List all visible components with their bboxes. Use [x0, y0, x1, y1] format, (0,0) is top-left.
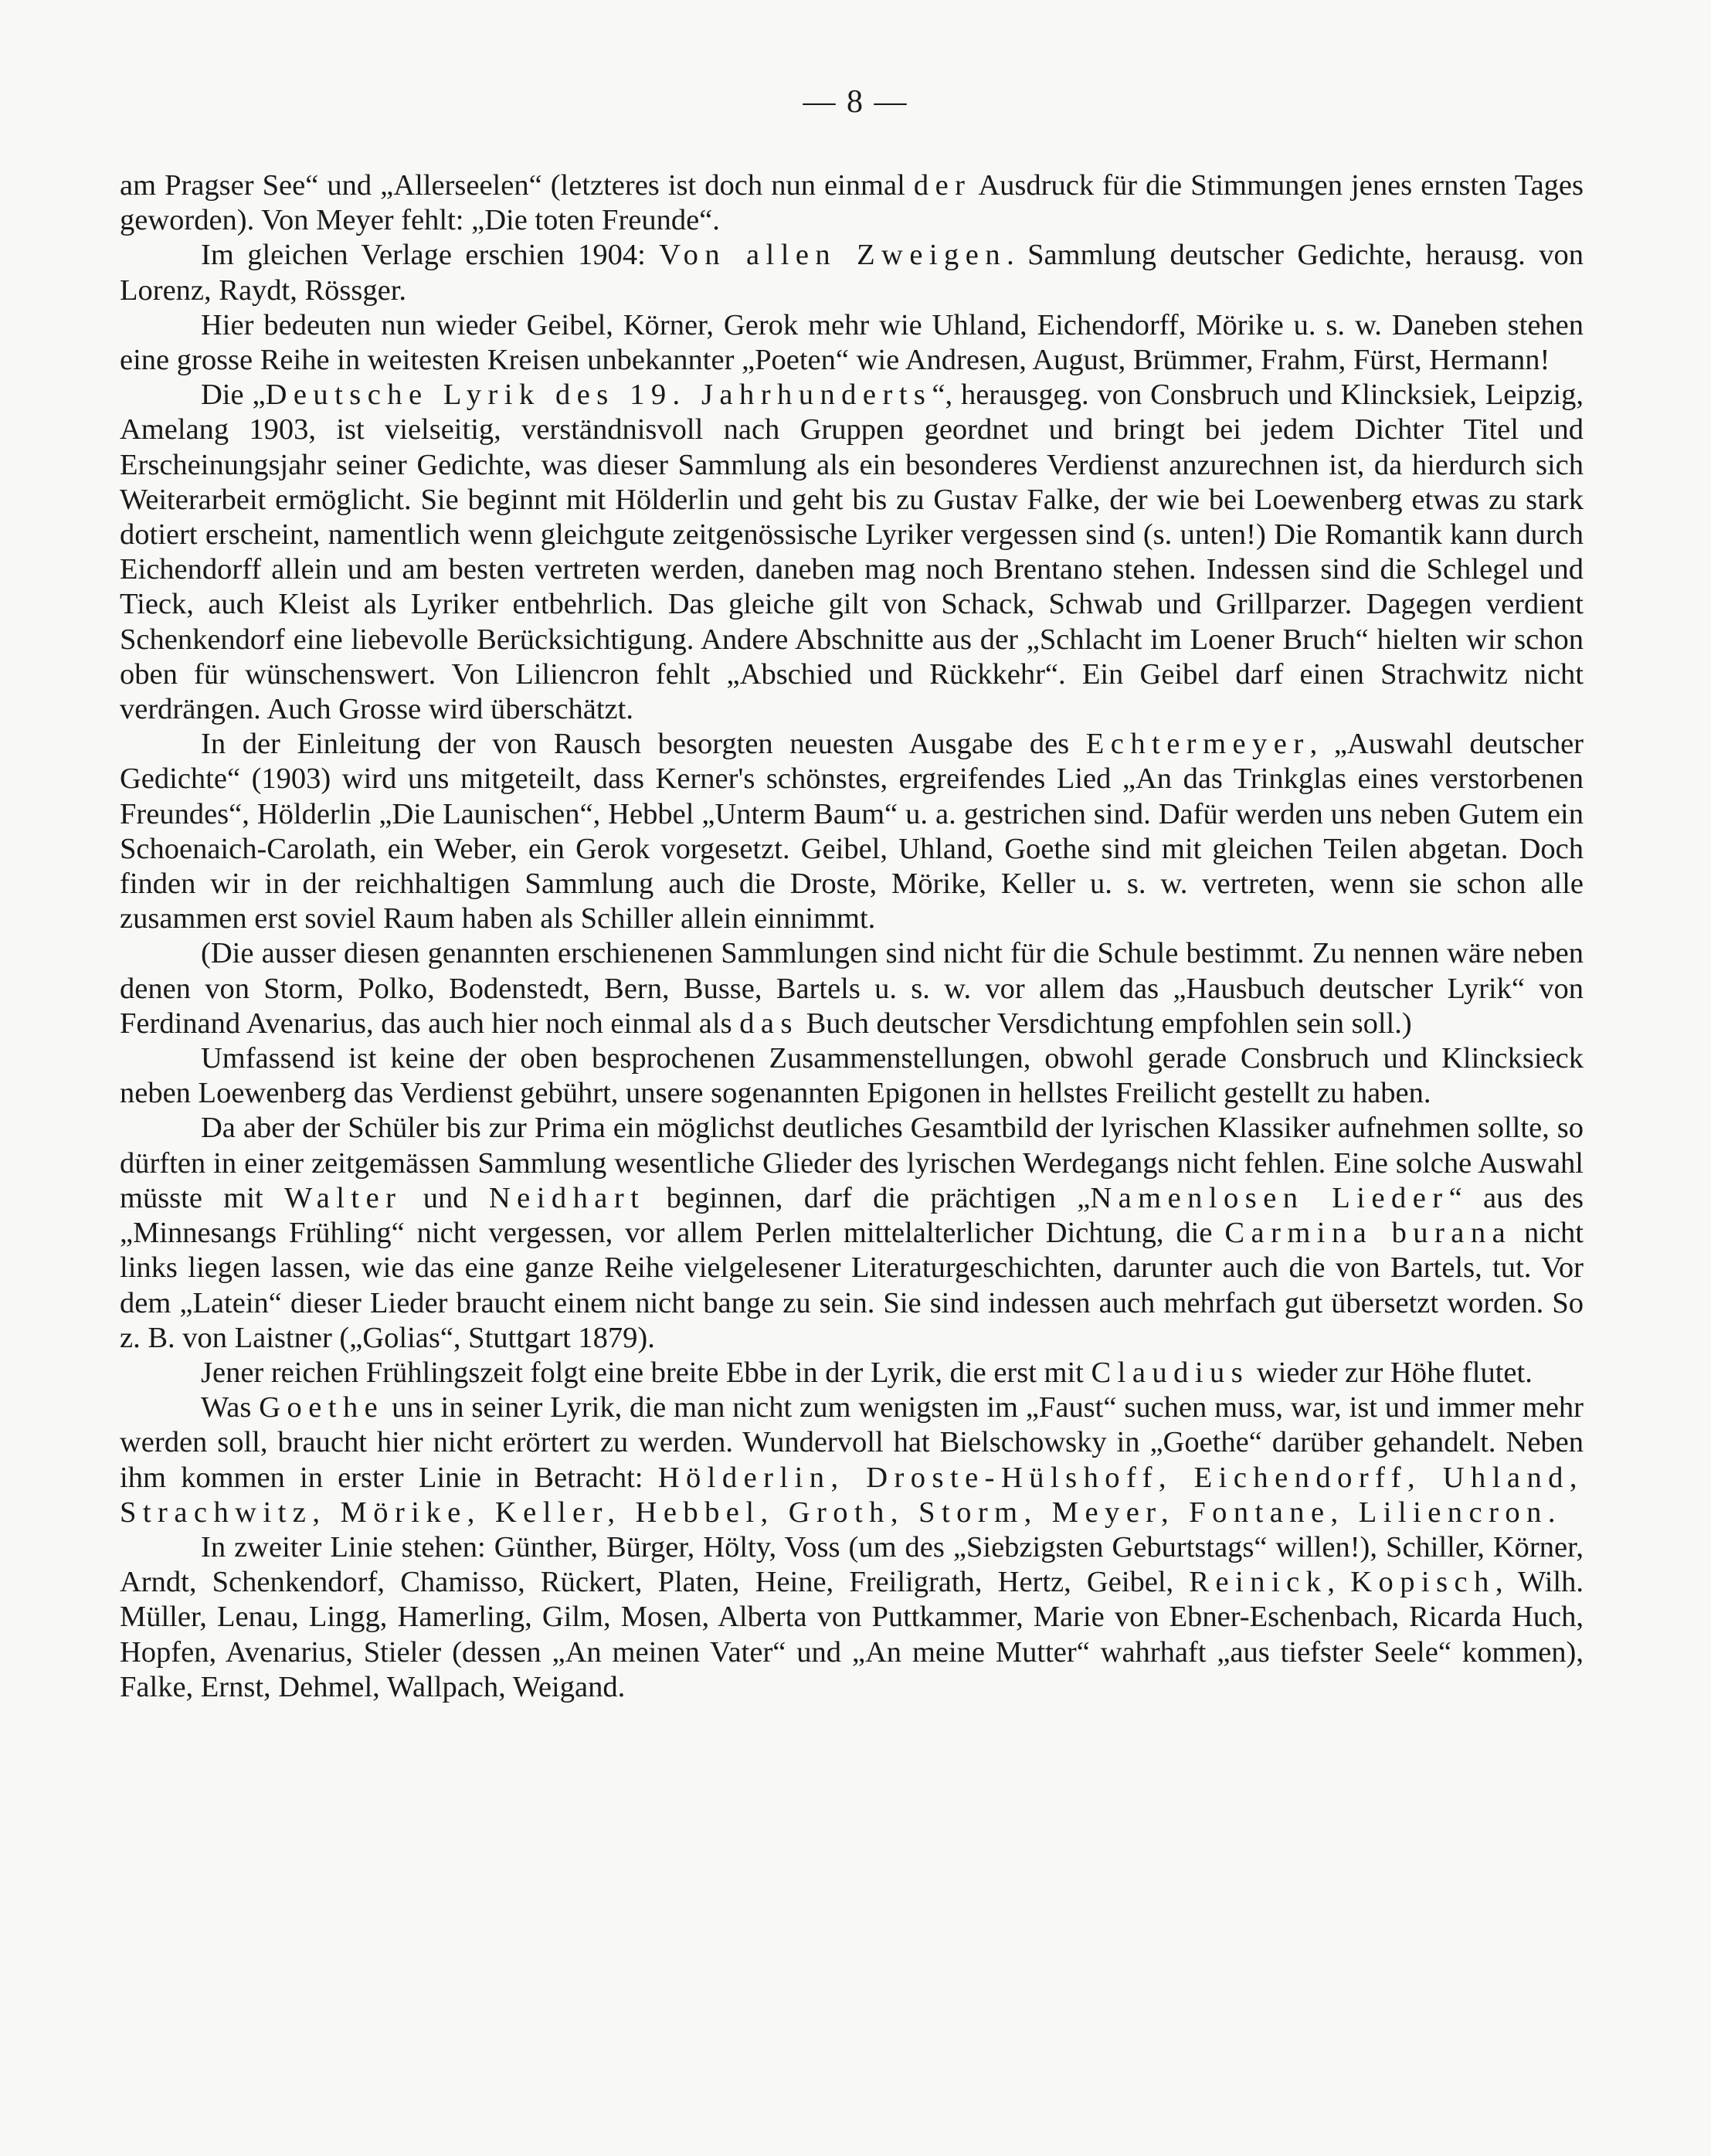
text-run: Im gleichen Verlage erschien 1904: [201, 239, 660, 272]
paragraph-1 [120, 168, 1584, 238]
text-run: , Wilh. Müller, Lenau, Lingg, Hamerling, Gilm, Mosen, Alberta von Puttkammer, Marie von Ebner-Eschenbach, Ricarda Huch, Hopfen, Avenarius, Stieler (dessen „An meinen Vater“ und „An meine Mutter“ wahrhaft „aus tiefster Seele“ kommen), Falke, Ernst, Dehmel, Wallpach, Weigand. [120, 1566, 1584, 1703]
text-run: nicht links liegen lassen, wie das eine ganze Reihe vielgelesener Literaturgeschichten, darunter auch die von Bartels, tut. Vor dem „Latein“ dieser Lieder braucht einem nicht bange zu sein. Sie sind indessen auch mehrfach gut übersetzt worden. So z. B. von Laistner („Golias“, Stuttgart 1879). [120, 1217, 1584, 1354]
text-run: uns in seiner Lyrik, die man nicht zum wenigsten im „Faust“ suchen muss, war, ist und immer mehr werden soll, braucht hier nicht erörtert zu werden. Wundervoll hat Bielschowsky in „Goethe“ darüber gehandelt. Neben ihm kommen in erster Linie in Betracht: [120, 1391, 1584, 1494]
spaced-emphasis: Walter [283, 1181, 402, 1214]
text-run: (Die ausser diesen genannten erschienenen Sammlungen sind nicht für die Schule bestimmt. Zu nennen wäre neben denen von Storm, Polko, Bodenstedt, Bern, Busse, Bartels u. s. w. vor allem das „Hausbuch deutscher Lyrik“ von Ferdinand Avenarius, das auch hier noch einmal als [120, 937, 1584, 1040]
paragraph-6 [120, 936, 1584, 1041]
spaced-emphasis: Echtermeyer [1085, 728, 1310, 761]
spaced-emphasis: Von allen Zweigen [659, 239, 1007, 272]
text-run: “, herausgeg. von Consbruch und Klincksiek, Leipzig, Amelang 1903, ist vielseitig, verständnisvoll nach Gruppen geordnet und bringt bei jedem Dichter Titel und Erscheinungsjahr seiner Gedichte, was dieser Sammlung als ein besonderes Verdienst anzurechnen ist, da hierdurch sich Weiterarbeit ermöglicht. Sie beginnt mit Hölderlin und geht bis zu Gustav Falke, der wie bei Loewenberg etwas zu stark dotiert erscheint, namentlich wenn gleichgute zeitgenössische Lyriker vergessen sind (s. unten!) Die Romantik kann durch Eichendorff allein und am besten vertreten werden, daneben mag noch Brentano stehen. Indessen sind die Schlegel und Tieck, auch Kleist als Lyriker entbehrlich. Das gleiche gilt von Schack, Schwab und Grillparzer. Dagegen verdient Schenkendorf eine liebevolle Berücksichtigung. Andere Abschnitte aus der „Schlacht im Loener Bruch“ hielten wir schon oben für wünschenswert. Von Liliencron fehlt „Abschied und Rückkehr“. Ein Geibel darf einen Strachwitz nicht verdrängen. Auch Grosse wird überschätzt. [120, 379, 1584, 726]
text-run: . [1547, 1496, 1556, 1529]
spaced-emphasis: Claudius [1091, 1356, 1250, 1389]
paragraph-5 [120, 727, 1584, 936]
text-run: In der Einleitung der von Rausch besorgten neuesten Ausgabe des [201, 728, 1086, 761]
text-run: beginnen, darf die prächtigen „ [645, 1181, 1091, 1214]
paragraph-2 [120, 238, 1584, 307]
text-run: Ausdruck für die Stimmungen jenes ernsten Tages geworden). Von Meyer fehlt: „Die toten Freunde“. [120, 169, 1584, 237]
spaced-emphasis: Carmina burana [1224, 1217, 1512, 1250]
text-run: Umfassend ist keine der oben besprochenen Zusammenstellungen, obwohl gerade Consbruch und Klincksieck neben Loewenberg das Verdienst gebührt, unsere sogenannten Epigonen in hellstes Freilicht gestellt zu haben. [120, 1042, 1584, 1110]
text-run: und [402, 1181, 489, 1214]
text-run: Da aber der Schüler bis zur Prima ein möglichst deutliches Gesamtbild der lyrischen Klassiker aufnehmen sollte, so dürften in einer zeitgemässen Sammlung wesentliche Glieder des lyrischen Werdegangs nicht fehlen. Eine solche Auswahl müsste mit [120, 1112, 1584, 1214]
paragraph-7 [120, 1041, 1584, 1111]
paragraph-11 [120, 1530, 1584, 1705]
text-run: Hier bedeuten nun wieder Geibel, Körner, Gerok mehr wie Uhland, Eichendorff, Mörike u. s. w. Daneben stehen eine grosse Reihe in weitesten Kreisen unbekannter „Poeten“ wie Andresen, August, Brümmer, Frahm, Fürst, Hermann! [120, 308, 1584, 377]
text-run: . Sammlung deutscher Gedichte, herausg. von Lorenz, Raydt, Rössger. [120, 239, 1584, 307]
spaced-emphasis: das [739, 1007, 799, 1040]
spaced-emphasis: Neidhart [488, 1181, 646, 1214]
text-run: In zweiter Linie stehen: Günther, Bürger, Hölty, Voss (um des „Siebzigsten Geburtstags“ willen!), Schiller, Körner, Arndt, Schenkendorf, Chamisso, Rückert, Platen, Heine, Freiligrath, Hertz, Geibel, [120, 1530, 1584, 1599]
spaced-emphasis: Goethe [259, 1391, 385, 1424]
text-run: , „Auswahl deutscher Gedichte“ (1903) wird uns mitgeteilt, dass Kerner's schönstes, ergreifendes Lied „An das Trinkglas eines verstorbenen Freundes“, Hölderlin „Die Launischen“, Hebbel „Unterm Baum“ u. a. gestrichen sind. Dafür werden uns neben Gutem ein Schoenaich-Carolath, ein Weber, ein Gerok vorgesetzt. Geibel, Uhland, Goethe sind mit gleichen Teilen abgetan. Doch finden wir in der reichhaltigen Sammlung auch die Droste, Mörike, Keller u. s. w. vertreten, wenn sie schon alle zusammen erst soviel Raum haben als Schiller allein einnimmt. [120, 728, 1584, 935]
spaced-emphasis: Namenlosen Lieder [1090, 1181, 1449, 1214]
paragraph-4 [120, 378, 1584, 727]
text-run: “ aus des „Minnesangs Frühling“ nicht vergessen, vor allem Perlen mittelalterlicher Dichtung, die [120, 1181, 1584, 1250]
text-run: wieder zur Höhe flutet. [1249, 1356, 1533, 1389]
spaced-emphasis: Reinick [1189, 1566, 1328, 1599]
paragraph-10 [120, 1390, 1584, 1530]
text-run: Die „ [201, 379, 266, 412]
spaced-emphasis: Deutsche Lyrik des 19. Jahrhunderts [265, 379, 932, 412]
paragraph-9 [120, 1356, 1584, 1390]
text-run: Buch deutscher Versdichtung empfohlen sein soll.) [798, 1007, 1412, 1040]
spaced-emphasis: Kopisch [1350, 1566, 1495, 1599]
paragraph-3 [120, 308, 1584, 378]
spaced-emphasis: der [913, 169, 972, 202]
text-run: Jener reichen Frühlingszeit folgt eine breite Ebbe in der Lyrik, die erst mit [201, 1356, 1091, 1389]
paragraph-8 [120, 1111, 1584, 1355]
text-run: , [1327, 1566, 1351, 1599]
page-number: — 8 — [803, 84, 908, 120]
body-text [120, 168, 1584, 1705]
text-run: am Pragser See“ und „Allerseelen“ (letzteres ist doch nun einmal [120, 169, 914, 202]
text-run: Was [201, 1391, 260, 1424]
spaced-emphasis: Hölderlin, Droste-Hülshoff, Eichendorff, Uhland, Strachwitz, Mörike, Keller, Hebbel, Groth, Storm, Meyer, Fontane, Liliencron [120, 1461, 1584, 1529]
